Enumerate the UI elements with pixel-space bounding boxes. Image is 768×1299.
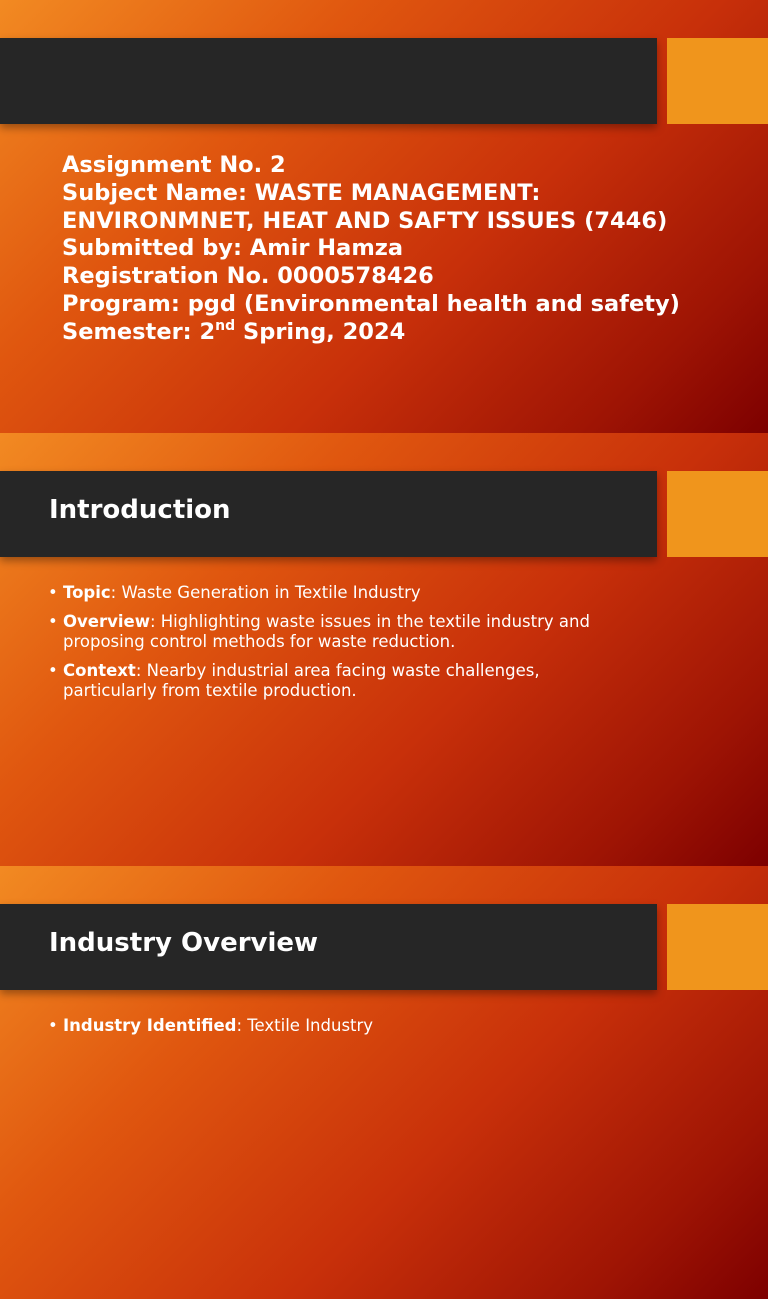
bullet-dot: • <box>48 583 58 602</box>
bullet-text: Waste Generation in Textile Industry <box>116 583 421 602</box>
semester <box>62 319 662 347</box>
semester-prefix: Semester: 2 <box>62 318 216 345</box>
bullet-item <box>48 612 628 652</box>
bullet-label: Context <box>63 661 136 680</box>
semester-suffix: Spring, 2024 <box>235 318 406 345</box>
bullet-separator: : <box>149 612 156 631</box>
title-bar <box>0 38 657 124</box>
bullet-label: Topic <box>63 583 111 602</box>
bullet-label: Industry Identified <box>63 1016 237 1035</box>
slide-title: Introduction <box>49 495 231 525</box>
bullet-text: Highlighting waste issues in the textile industry and proposing control methods for waste reduction. <box>63 612 590 651</box>
bullet-dot: • <box>48 612 58 631</box>
subject-name-line1: Subject Name: WASTE MANAGEMENT: <box>62 179 541 206</box>
submitted-by: Submitted by: Amir Hamza <box>62 235 404 262</box>
accent-block <box>667 904 768 990</box>
accent-block <box>667 38 768 124</box>
subject-name-line2: ENVIRONMNET, HEAT AND SAFTY ISSUES (7446) <box>62 207 668 234</box>
bullet-text: Textile Industry <box>242 1016 374 1035</box>
title-bar <box>0 904 657 990</box>
assignment-number: Assignment No. 2 <box>62 152 286 178</box>
title-bar <box>0 471 657 557</box>
registration-number: Registration No. 0000578426 <box>62 263 434 290</box>
bullet-dot: • <box>48 1016 58 1035</box>
bullet-item <box>48 1016 628 1036</box>
slide-industry-overview <box>0 866 768 1299</box>
bullet-item <box>48 583 628 603</box>
bullet-item <box>48 661 628 701</box>
bullet-separator: : <box>236 1016 243 1035</box>
bullet-separator: : <box>135 661 142 680</box>
assignment-info <box>62 152 680 347</box>
semester-superscript: nd <box>215 317 236 334</box>
accent-block <box>667 471 768 557</box>
slide-title-page <box>0 0 768 433</box>
slide-title: Industry Overview <box>49 928 319 958</box>
bullet-list <box>48 583 628 710</box>
bullet-dot: • <box>48 661 58 680</box>
program: Program: pgd (Environmental health and safety) <box>62 290 680 317</box>
slide-introduction <box>0 433 768 866</box>
bullet-separator: : <box>110 583 117 602</box>
bullet-text: Nearby industrial area facing waste challenges, particularly from textile production. <box>63 661 540 700</box>
bullet-list <box>48 1016 628 1045</box>
bullet-label: Overview <box>63 612 150 631</box>
